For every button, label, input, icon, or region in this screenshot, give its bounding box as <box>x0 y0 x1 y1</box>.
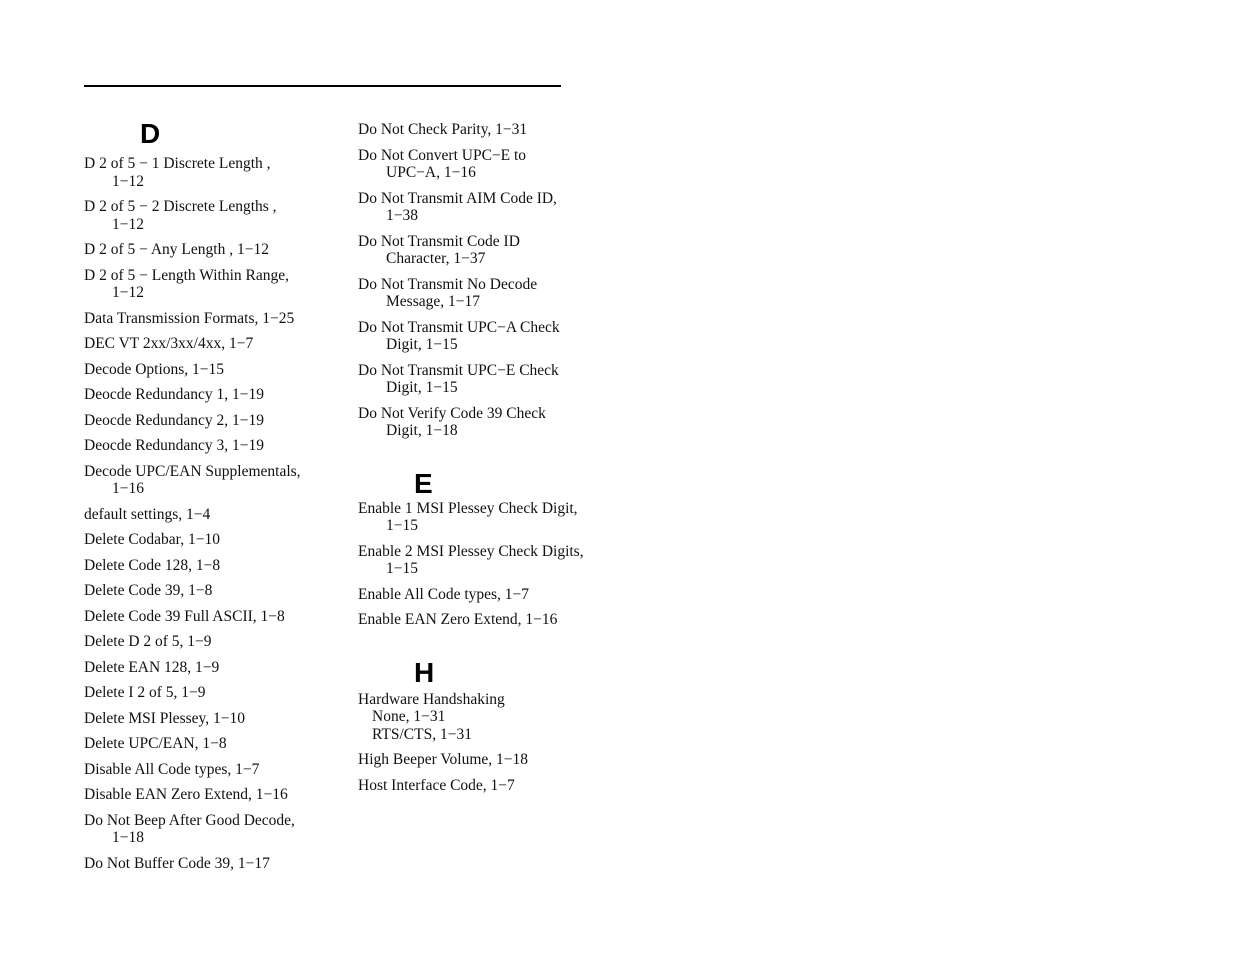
index-entry <box>84 812 334 847</box>
entry-text: Delete Codabar, 1−10 <box>84 531 220 548</box>
entry-text: Do Not Transmit UPC−E Check <box>358 361 559 379</box>
entry-page-ref: Character, 1−37 <box>386 250 486 267</box>
index-entry <box>84 710 334 728</box>
entry-page-ref: 1−16 <box>112 480 144 497</box>
index-column-right <box>358 121 608 802</box>
entry-text: Decode Options, 1−15 <box>84 360 225 378</box>
entry-text: Host Interface Code, 1−7 <box>358 776 515 794</box>
index-entry <box>358 751 608 769</box>
entry-text: Enable EAN Zero Extend, 1−16 <box>358 611 558 628</box>
d-entries-list <box>84 155 334 872</box>
entry-page-ref: 1−15 <box>386 560 418 577</box>
entry-text: D 2 of 5 − Any Length , 1−12 <box>84 241 269 258</box>
entry-text: Enable 1 MSI Plessey Check Digit, <box>358 499 578 517</box>
index-entry <box>358 276 608 311</box>
index-entry <box>358 543 608 578</box>
entry-text: Do Not Buffer Code 39, 1−17 <box>84 854 270 872</box>
index-entry <box>358 586 608 604</box>
index-entry <box>358 611 608 629</box>
entry-text: Do Not Check Parity, 1−31 <box>358 121 528 138</box>
entry-text: D 2 of 5 − Length Within Range, <box>84 266 289 284</box>
index-entry <box>84 463 334 498</box>
index-entry <box>84 335 334 353</box>
index-entry <box>358 147 608 182</box>
index-entry <box>358 190 608 225</box>
entry-text: Delete MSI Plessey, 1−10 <box>84 709 245 727</box>
d-entries-continued-list <box>358 121 608 440</box>
index-entry <box>84 659 334 677</box>
entry-text: Delete Code 39 Full ASCII, 1−8 <box>84 607 285 625</box>
index-entry <box>84 855 334 873</box>
entry-text: Enable All Code types, 1−7 <box>358 585 530 603</box>
index-entry <box>358 777 608 795</box>
entry-page-ref: 1−12 <box>112 172 144 190</box>
index-entry <box>84 310 334 328</box>
index-entry <box>84 386 334 404</box>
e-entries-list <box>358 500 608 629</box>
index-entry <box>84 608 334 626</box>
index-entry <box>84 633 334 651</box>
entry-text: Hardware Handshaking <box>358 690 505 708</box>
entry-text: Delete Code 128, 1−8 <box>84 556 221 574</box>
index-entry <box>84 557 334 575</box>
entry-text: Disable EAN Zero Extend, 1−16 <box>84 786 288 803</box>
entry-text: Deocde Redundancy 1, 1−19 <box>84 386 265 403</box>
section-letter-h: H <box>414 656 435 688</box>
entry-text: Delete D 2 of 5, 1−9 <box>84 633 212 650</box>
entry-page-ref: UPC−A, 1−16 <box>386 164 476 181</box>
entry-text: Do Not Convert UPC−E to <box>358 146 527 164</box>
index-entry <box>84 412 334 430</box>
entry-subentry: None, 1−31 <box>372 708 446 725</box>
entry-text: Do Not Transmit AIM Code ID, <box>358 189 557 207</box>
entry-page-ref: 1−38 <box>386 207 418 224</box>
index-entry <box>358 233 608 268</box>
index-entry <box>84 761 334 779</box>
entry-text: Disable All Code types, 1−7 <box>84 760 260 778</box>
entry-page-ref: Message, 1−17 <box>386 293 480 310</box>
entry-text: Do Not Transmit Code ID <box>358 232 520 250</box>
index-entry <box>84 531 334 549</box>
index-entry <box>84 684 334 702</box>
entry-page-ref: 1−12 <box>112 284 144 301</box>
entry-page-ref: Digit, 1−15 <box>386 336 458 353</box>
index-entry <box>84 155 334 190</box>
index-column-left <box>84 118 334 880</box>
entry-text: Enable 2 MSI Plessey Check Digits, <box>358 542 584 560</box>
index-entry <box>84 506 334 524</box>
entry-page-ref: 1−18 <box>112 829 144 846</box>
entry-text: Deocde Redundancy 3, 1−19 <box>84 437 265 454</box>
entry-text: Delete UPC/EAN, 1−8 <box>84 735 227 752</box>
index-entry <box>84 786 334 804</box>
index-entry <box>358 691 608 744</box>
index-entry <box>84 241 334 259</box>
entry-page-ref: Digit, 1−18 <box>386 422 458 439</box>
entry-text: Do Not Beep After Good Decode, <box>84 811 295 829</box>
entry-text: Do Not Transmit No Decode <box>358 275 538 293</box>
section-letter-d: D <box>140 118 161 149</box>
index-entry <box>358 500 608 535</box>
entry-text: Delete EAN 128, 1−9 <box>84 658 220 676</box>
entry-text: D 2 of 5 − 1 Discrete Length , <box>84 155 271 172</box>
entry-subentry: RTS/CTS, 1−31 <box>372 725 472 743</box>
entry-text: default settings, 1−4 <box>84 505 211 523</box>
entry-text: High Beeper Volume, 1−18 <box>358 751 529 768</box>
section-letter-e: E <box>414 467 433 499</box>
entry-text: Data Transmission Formats, 1−25 <box>84 309 295 327</box>
index-entry <box>84 267 334 302</box>
index-entry <box>358 121 608 139</box>
entry-text: Deocde Redundancy 2, 1−19 <box>84 411 265 429</box>
index-entry <box>84 735 334 753</box>
entry-text: Do Not Transmit UPC−A Check <box>358 318 560 336</box>
index-entry <box>358 319 608 354</box>
entry-text: Decode UPC/EAN Supplementals, <box>84 462 301 480</box>
entry-text: DEC VT 2xx/3xx/4xx, 1−7 <box>84 335 254 352</box>
entry-page-ref: Digit, 1−15 <box>386 379 458 396</box>
index-entry <box>84 437 334 455</box>
index-entry <box>358 405 608 440</box>
h-entries-list <box>358 691 608 795</box>
index-entry <box>84 361 334 379</box>
entry-page-ref: 1−15 <box>386 517 418 534</box>
entry-text: Do Not Verify Code 39 Check <box>358 404 546 422</box>
index-entry <box>84 582 334 600</box>
entry-text: D 2 of 5 − 2 Discrete Lengths , <box>84 198 277 215</box>
entry-text: Delete I 2 of 5, 1−9 <box>84 684 206 701</box>
entry-page-ref: 1−12 <box>112 215 144 233</box>
header-rule <box>84 85 561 87</box>
index-entry <box>84 198 334 233</box>
entry-text: Delete Code 39, 1−8 <box>84 582 213 599</box>
index-entry <box>358 362 608 397</box>
